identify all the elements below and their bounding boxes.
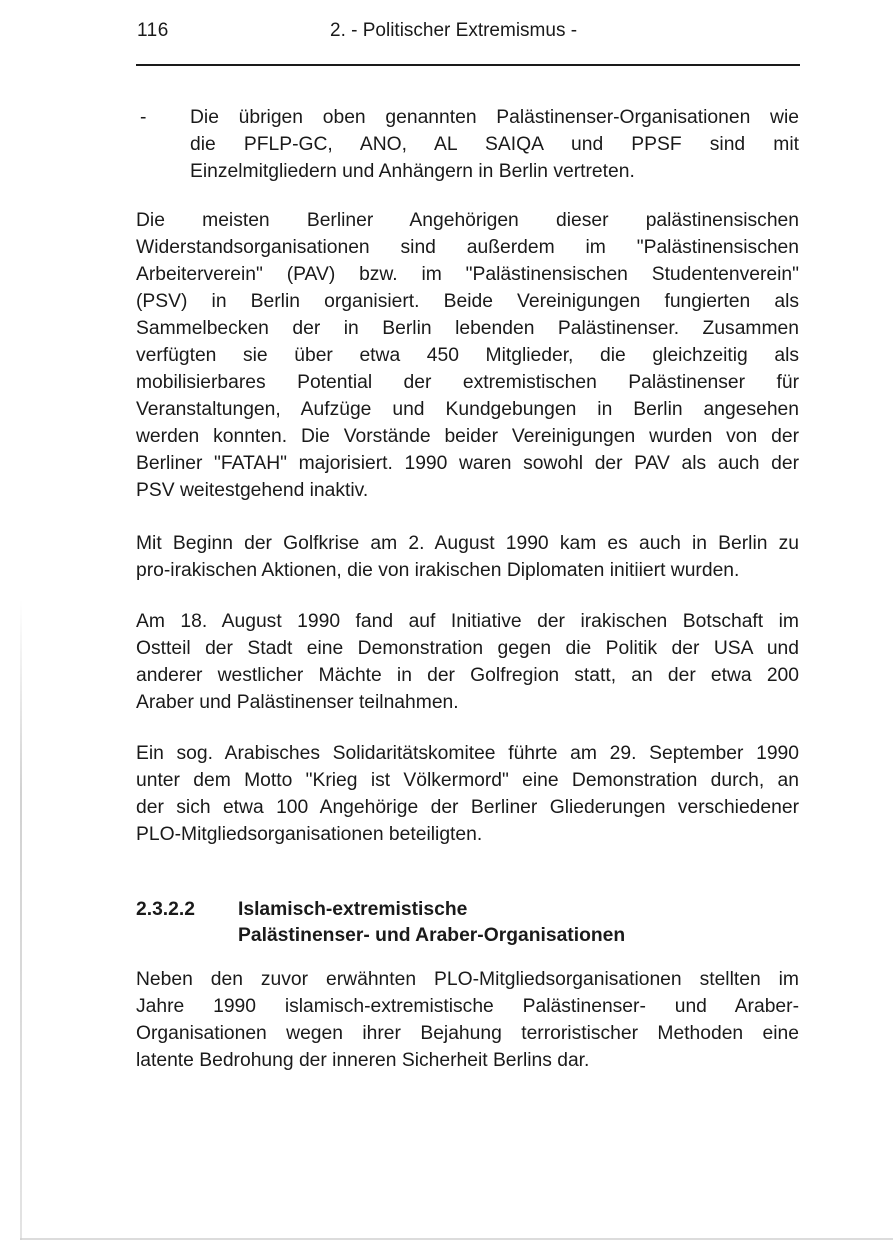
text-line: Jahre 1990 islamisch-extremistische Palästinenser- und Araber-: [136, 996, 799, 1017]
text-line: Widerstandsorganisationen sind außerdem im "Palästinensischen: [136, 237, 799, 258]
text-line: Am 18. August 1990 fand auf Initiative der irakischen Botschaft im: [136, 611, 799, 632]
text-line: (PSV) in Berlin organisiert. Beide Vereinigungen fungierten als: [136, 291, 799, 312]
paragraph: [136, 608, 799, 716]
text-line: PLO-Mitgliedsorganisationen beteiligten.: [136, 824, 483, 845]
text-line: verfügten sie über etwa 450 Mitglieder, die gleichzeitig als: [136, 345, 799, 366]
section-title-line-1: Islamisch-extremistische: [238, 899, 468, 920]
text-line: Mit Beginn der Golfkrise am 2. August 1990 kam es auch in Berlin zu: [136, 533, 799, 554]
text-line: latente Bedrohung der inneren Sicherheit Berlins dar.: [136, 1050, 590, 1071]
text-line: Neben den zuvor erwähnten PLO-Mitgliedsorganisationen stellten im: [136, 969, 799, 990]
text-line: mobilisierbares Potential der extremistischen Palästinenser für: [136, 372, 799, 393]
text-line: Arbeiterverein" (PAV) bzw. im "Palästinensischen Studentenverein": [136, 264, 799, 285]
scan-edge-shadow: [20, 600, 22, 1240]
text-line: PSV weitestgehend inaktiv.: [136, 480, 369, 501]
bullet-marker: -: [140, 107, 147, 128]
text-line: pro-irakischen Aktionen, die von irakischen Diplomaten initiiert wurden.: [136, 560, 740, 581]
section-title-line-2: Palästinenser- und Araber-Organisationen: [238, 925, 626, 946]
scan-bottom-edge: [20, 1238, 893, 1240]
text-line: Berliner "FATAH" majorisiert. 1990 waren sowohl der PAV als auch der: [136, 453, 799, 474]
paragraph: [136, 530, 799, 584]
bullet-text: [190, 104, 799, 185]
page-number: 116: [137, 20, 169, 41]
text-line: Ein sog. Arabisches Solidaritätskomitee führte am 29. September 1990: [136, 743, 799, 764]
text-line: unter dem Motto "Krieg ist Völkermord" eine Demonstration durch, an: [136, 770, 799, 791]
paragraph: [136, 740, 799, 848]
header-rule: [136, 64, 800, 66]
text-line: der sich etwa 100 Angehörige der Berliner Gliederungen verschiedener: [136, 797, 799, 818]
text-line: Die übrigen oben genannten Palästinenser-Organisationen wie: [190, 107, 799, 128]
running-title: 2. - Politischer Extremismus -: [330, 20, 578, 41]
paragraph: [136, 207, 799, 504]
text-line: Veranstaltungen, Aufzüge und Kundgebungen in Berlin angesehen: [136, 399, 799, 420]
text-line: Einzelmitgliedern und Anhängern in Berlin vertreten.: [190, 161, 635, 182]
text-line: Araber und Palästinenser teilnahmen.: [136, 692, 459, 713]
text-line: Organisationen wegen ihrer Bejahung terroristischer Methoden eine: [136, 1023, 799, 1044]
text-line: die PFLP-GC, ANO, AL SAIQA und PPSF sind mit: [190, 134, 799, 155]
text-line: Sammelbecken der in Berlin lebenden Palästinenser. Zusammen: [136, 318, 799, 339]
text-line: anderer westlicher Mächte in der Golfregion statt, an der etwa 200: [136, 665, 799, 686]
section-number: 2.3.2.2: [136, 899, 195, 920]
paragraph: [136, 966, 799, 1074]
text-line: werden konnten. Die Vorstände beider Vereinigungen wurden von der: [136, 426, 799, 447]
text-line: Ostteil der Stadt eine Demonstration gegen die Politik der USA und: [136, 638, 799, 659]
text-line: Die meisten Berliner Angehörigen dieser palästinensischen: [136, 210, 799, 231]
